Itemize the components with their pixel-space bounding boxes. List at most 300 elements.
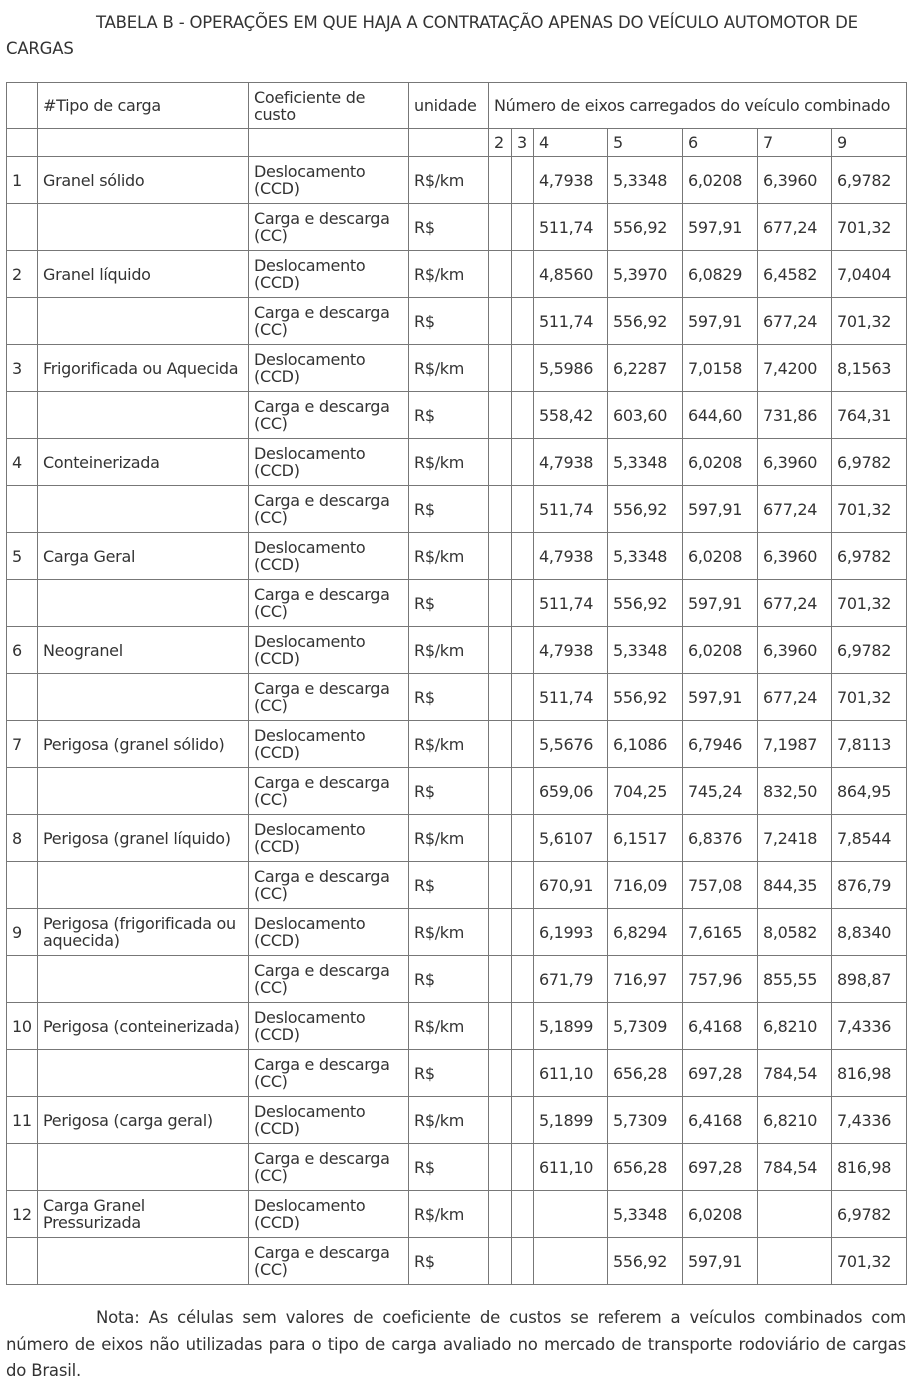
cargo-type-cell	[38, 392, 249, 439]
value-cell: 556,92	[608, 204, 683, 251]
value-cell: 6,8294	[608, 909, 683, 956]
row-number-cell	[7, 298, 38, 345]
cargo-type-cell: Carga Geral	[38, 533, 249, 580]
value-cell	[512, 345, 534, 392]
value-cell: 677,24	[758, 580, 832, 627]
value-cell	[512, 1003, 534, 1050]
row-number-cell	[7, 674, 38, 721]
header-row-axles	[7, 129, 907, 157]
unit-cell: R$	[409, 486, 489, 533]
value-cell: 6,8210	[758, 1097, 832, 1144]
value-cell: 603,60	[608, 392, 683, 439]
value-cell: 6,0208	[683, 533, 758, 580]
value-cell	[512, 439, 534, 486]
value-cell	[489, 674, 512, 721]
value-cell: 701,32	[832, 486, 907, 533]
row-number-cell	[7, 768, 38, 815]
value-cell	[512, 486, 534, 533]
coefficient-cell: Carga e descarga (CC)	[249, 204, 409, 251]
value-cell	[512, 1191, 534, 1238]
coefficient-cell: Deslocamento (CCD)	[249, 439, 409, 486]
footnote-text: Nota: As células sem valores de coeficiente de custos se referem a veículos combinados com número de eixos não utilizadas para o tipo de carga avaliado no mercado de transporte rodoviário de cargas do Brasil.	[6, 1308, 906, 1380]
row-number-cell	[7, 862, 38, 909]
value-cell	[489, 1144, 512, 1191]
row-number-cell: 12	[7, 1191, 38, 1238]
coefficient-cell: Deslocamento (CCD)	[249, 1097, 409, 1144]
table-row	[7, 157, 907, 204]
value-cell: 656,28	[608, 1050, 683, 1097]
value-cell: 611,10	[534, 1144, 608, 1191]
value-cell: 597,91	[683, 580, 758, 627]
axle-header-4: 4	[534, 129, 608, 157]
value-cell: 784,54	[758, 1050, 832, 1097]
value-cell: 6,8376	[683, 815, 758, 862]
table-row	[7, 909, 907, 956]
unit-cell: R$/km	[409, 909, 489, 956]
value-cell: 704,25	[608, 768, 683, 815]
value-cell	[489, 298, 512, 345]
value-cell	[489, 1050, 512, 1097]
header-blank-cell	[38, 129, 249, 157]
value-cell	[489, 627, 512, 674]
value-cell: 701,32	[832, 674, 907, 721]
value-cell: 855,55	[758, 956, 832, 1003]
unit-cell: R$/km	[409, 1191, 489, 1238]
value-cell	[489, 533, 512, 580]
value-cell: 7,0404	[832, 251, 907, 298]
table-row	[7, 862, 907, 909]
axle-header-2: 2	[489, 129, 512, 157]
value-cell: 4,7938	[534, 157, 608, 204]
value-cell: 4,7938	[534, 439, 608, 486]
header-blank-cell	[7, 129, 38, 157]
value-cell: 511,74	[534, 486, 608, 533]
unit-cell: R$/km	[409, 251, 489, 298]
table-title	[6, 10, 906, 62]
cargo-type-cell	[38, 862, 249, 909]
value-cell: 731,86	[758, 392, 832, 439]
cargo-type-cell: Neogranel	[38, 627, 249, 674]
value-cell: 5,7309	[608, 1003, 683, 1050]
table-row	[7, 486, 907, 533]
value-cell: 556,92	[608, 1238, 683, 1285]
coefficient-cell: Carga e descarga (CC)	[249, 392, 409, 439]
row-number-cell	[7, 1144, 38, 1191]
value-cell: 6,2287	[608, 345, 683, 392]
unit-cell: R$/km	[409, 627, 489, 674]
value-cell: 644,60	[683, 392, 758, 439]
value-cell: 757,96	[683, 956, 758, 1003]
unit-cell: R$	[409, 768, 489, 815]
value-cell: 558,42	[534, 392, 608, 439]
value-cell	[512, 1050, 534, 1097]
coefficient-cell: Deslocamento (CCD)	[249, 251, 409, 298]
unit-cell: R$	[409, 1144, 489, 1191]
value-cell: 5,3348	[608, 627, 683, 674]
unit-cell: R$/km	[409, 345, 489, 392]
value-cell: 5,3348	[608, 1191, 683, 1238]
table-row	[7, 204, 907, 251]
value-cell	[758, 1238, 832, 1285]
value-cell: 511,74	[534, 298, 608, 345]
value-cell: 6,0208	[683, 627, 758, 674]
coefficient-cell: Deslocamento (CCD)	[249, 1003, 409, 1050]
row-number-cell	[7, 486, 38, 533]
row-number-cell	[7, 1050, 38, 1097]
table-row	[7, 251, 907, 298]
value-cell	[512, 627, 534, 674]
cargo-type-cell: Carga Granel Pressurizada	[38, 1191, 249, 1238]
cargo-type-cell	[38, 768, 249, 815]
value-cell	[512, 298, 534, 345]
value-cell: 556,92	[608, 298, 683, 345]
value-cell: 7,8544	[832, 815, 907, 862]
value-cell: 701,32	[832, 204, 907, 251]
header-tipo-carga: #Tipo de carga	[38, 83, 249, 129]
value-cell: 816,98	[832, 1050, 907, 1097]
value-cell: 597,91	[683, 674, 758, 721]
value-cell	[512, 1144, 534, 1191]
axle-header-5: 5	[608, 129, 683, 157]
row-number-cell: 11	[7, 1097, 38, 1144]
unit-cell: R$/km	[409, 815, 489, 862]
table-title-text: TABELA B - OPERAÇÕES EM QUE HAJA A CONTRATAÇÃO APENAS DO VEÍCULO AUTOMOTOR DE CARGAS	[6, 13, 858, 58]
coefficient-cell: Deslocamento (CCD)	[249, 909, 409, 956]
table-row	[7, 1238, 907, 1285]
value-cell: 7,4336	[832, 1097, 907, 1144]
value-cell: 6,9782	[832, 533, 907, 580]
row-number-cell: 1	[7, 157, 38, 204]
value-cell: 7,0158	[683, 345, 758, 392]
value-cell	[512, 204, 534, 251]
coefficient-cell: Deslocamento (CCD)	[249, 533, 409, 580]
coefficient-cell: Carga e descarga (CC)	[249, 1144, 409, 1191]
value-cell	[512, 768, 534, 815]
header-unidade: unidade	[409, 83, 489, 129]
value-cell: 677,24	[758, 204, 832, 251]
value-cell: 8,1563	[832, 345, 907, 392]
value-cell: 5,5986	[534, 345, 608, 392]
value-cell: 5,3970	[608, 251, 683, 298]
value-cell	[489, 486, 512, 533]
freight-cost-table	[6, 82, 907, 1285]
value-cell: 6,1086	[608, 721, 683, 768]
unit-cell: R$	[409, 298, 489, 345]
coefficient-cell: Deslocamento (CCD)	[249, 721, 409, 768]
row-number-cell	[7, 580, 38, 627]
value-cell: 832,50	[758, 768, 832, 815]
value-cell	[534, 1238, 608, 1285]
coefficient-cell: Carga e descarga (CC)	[249, 486, 409, 533]
cargo-type-cell	[38, 1144, 249, 1191]
value-cell: 597,91	[683, 1238, 758, 1285]
value-cell: 556,92	[608, 674, 683, 721]
value-cell: 556,92	[608, 580, 683, 627]
value-cell: 6,3960	[758, 627, 832, 674]
unit-cell: R$/km	[409, 1003, 489, 1050]
value-cell: 511,74	[534, 674, 608, 721]
value-cell: 5,3348	[608, 439, 683, 486]
value-cell	[489, 1238, 512, 1285]
value-cell: 6,9782	[832, 439, 907, 486]
cargo-type-cell: Perigosa (carga geral)	[38, 1097, 249, 1144]
value-cell: 677,24	[758, 298, 832, 345]
cargo-type-cell: Perigosa (granel líquido)	[38, 815, 249, 862]
value-cell: 864,95	[832, 768, 907, 815]
row-number-cell	[7, 1238, 38, 1285]
value-cell	[489, 580, 512, 627]
value-cell: 784,54	[758, 1144, 832, 1191]
row-number-cell: 8	[7, 815, 38, 862]
cargo-type-cell: Conteinerizada	[38, 439, 249, 486]
table-row	[7, 721, 907, 768]
value-cell: 876,79	[832, 862, 907, 909]
cargo-type-cell: Perigosa (granel sólido)	[38, 721, 249, 768]
unit-cell: R$/km	[409, 1097, 489, 1144]
footnote	[6, 1305, 906, 1385]
row-number-cell: 5	[7, 533, 38, 580]
table-row	[7, 627, 907, 674]
table-row	[7, 768, 907, 815]
value-cell	[512, 956, 534, 1003]
row-number-cell: 10	[7, 1003, 38, 1050]
unit-cell: R$/km	[409, 439, 489, 486]
value-cell: 7,6165	[683, 909, 758, 956]
value-cell: 6,0829	[683, 251, 758, 298]
row-number-cell: 2	[7, 251, 38, 298]
table-row	[7, 298, 907, 345]
value-cell: 6,4168	[683, 1097, 758, 1144]
table-row	[7, 439, 907, 486]
unit-cell: R$	[409, 1238, 489, 1285]
value-cell: 511,74	[534, 580, 608, 627]
value-cell	[489, 157, 512, 204]
table-row	[7, 580, 907, 627]
coefficient-cell: Deslocamento (CCD)	[249, 157, 409, 204]
value-cell	[512, 392, 534, 439]
value-cell: 7,2418	[758, 815, 832, 862]
coefficient-cell: Deslocamento (CCD)	[249, 1191, 409, 1238]
cargo-type-cell	[38, 298, 249, 345]
value-cell: 511,74	[534, 204, 608, 251]
value-cell: 4,8560	[534, 251, 608, 298]
value-cell	[489, 251, 512, 298]
value-cell: 677,24	[758, 674, 832, 721]
coefficient-cell: Carga e descarga (CC)	[249, 674, 409, 721]
table-row	[7, 345, 907, 392]
table-row	[7, 1097, 907, 1144]
value-cell: 7,4336	[832, 1003, 907, 1050]
value-cell: 597,91	[683, 204, 758, 251]
value-cell	[512, 251, 534, 298]
value-cell: 701,32	[832, 580, 907, 627]
axle-header-7: 7	[758, 129, 832, 157]
value-cell: 5,3348	[608, 157, 683, 204]
value-cell: 597,91	[683, 298, 758, 345]
value-cell	[489, 815, 512, 862]
table-row	[7, 392, 907, 439]
coefficient-cell: Carga e descarga (CC)	[249, 768, 409, 815]
unit-cell: R$/km	[409, 533, 489, 580]
value-cell	[489, 439, 512, 486]
value-cell: 597,91	[683, 486, 758, 533]
value-cell: 6,1993	[534, 909, 608, 956]
value-cell: 6,0208	[683, 439, 758, 486]
value-cell: 697,28	[683, 1144, 758, 1191]
row-number-cell	[7, 204, 38, 251]
cargo-type-cell: Granel sólido	[38, 157, 249, 204]
value-cell: 656,28	[608, 1144, 683, 1191]
coefficient-cell: Carga e descarga (CC)	[249, 862, 409, 909]
value-cell	[512, 862, 534, 909]
cargo-type-cell	[38, 1050, 249, 1097]
value-cell	[512, 674, 534, 721]
cargo-type-cell: Frigorificada ou Aquecida	[38, 345, 249, 392]
value-cell: 697,28	[683, 1050, 758, 1097]
value-cell: 5,3348	[608, 533, 683, 580]
table-row	[7, 1003, 907, 1050]
value-cell	[512, 1097, 534, 1144]
value-cell: 816,98	[832, 1144, 907, 1191]
value-cell: 745,24	[683, 768, 758, 815]
table-row	[7, 674, 907, 721]
table-row	[7, 1191, 907, 1238]
cargo-type-cell	[38, 204, 249, 251]
cargo-type-cell: Perigosa (conteinerizada)	[38, 1003, 249, 1050]
value-cell: 6,0208	[683, 1191, 758, 1238]
value-cell	[489, 1003, 512, 1050]
axle-header-6: 6	[683, 129, 758, 157]
unit-cell: R$/km	[409, 721, 489, 768]
cargo-type-cell: Perigosa (frigorificada ou aquecida)	[38, 909, 249, 956]
value-cell: 5,7309	[608, 1097, 683, 1144]
value-cell: 6,3960	[758, 533, 832, 580]
cargo-type-cell: Granel líquido	[38, 251, 249, 298]
coefficient-cell: Carga e descarga (CC)	[249, 298, 409, 345]
axle-header-3: 3	[512, 129, 534, 157]
value-cell: 6,8210	[758, 1003, 832, 1050]
value-cell	[534, 1191, 608, 1238]
cargo-type-cell	[38, 674, 249, 721]
unit-cell: R$	[409, 862, 489, 909]
coefficient-cell: Deslocamento (CCD)	[249, 815, 409, 862]
unit-cell: R$	[409, 1050, 489, 1097]
value-cell: 6,1517	[608, 815, 683, 862]
cargo-type-cell	[38, 486, 249, 533]
cargo-type-cell	[38, 956, 249, 1003]
table-row	[7, 1144, 907, 1191]
value-cell: 659,06	[534, 768, 608, 815]
coefficient-cell: Carga e descarga (CC)	[249, 1050, 409, 1097]
value-cell: 8,0582	[758, 909, 832, 956]
value-cell: 6,4582	[758, 251, 832, 298]
unit-cell: R$	[409, 204, 489, 251]
cargo-type-cell	[38, 580, 249, 627]
value-cell	[489, 1097, 512, 1144]
value-cell	[489, 909, 512, 956]
row-number-cell	[7, 392, 38, 439]
value-cell: 6,7946	[683, 721, 758, 768]
value-cell	[758, 1191, 832, 1238]
value-cell: 556,92	[608, 486, 683, 533]
value-cell: 7,4200	[758, 345, 832, 392]
value-cell: 6,9782	[832, 627, 907, 674]
table-row	[7, 533, 907, 580]
unit-cell: R$	[409, 674, 489, 721]
value-cell	[489, 721, 512, 768]
coefficient-cell: Carga e descarga (CC)	[249, 1238, 409, 1285]
value-cell: 757,08	[683, 862, 758, 909]
value-cell	[489, 1191, 512, 1238]
coefficient-cell: Deslocamento (CCD)	[249, 345, 409, 392]
row-number-cell: 3	[7, 345, 38, 392]
cargo-type-cell	[38, 1238, 249, 1285]
row-number-cell: 7	[7, 721, 38, 768]
value-cell: 716,09	[608, 862, 683, 909]
unit-cell: R$/km	[409, 157, 489, 204]
value-cell: 6,0208	[683, 157, 758, 204]
value-cell: 6,3960	[758, 439, 832, 486]
value-cell	[512, 1238, 534, 1285]
coefficient-cell: Carga e descarga (CC)	[249, 956, 409, 1003]
value-cell	[512, 533, 534, 580]
value-cell: 6,3960	[758, 157, 832, 204]
row-number-cell: 4	[7, 439, 38, 486]
value-cell: 5,6107	[534, 815, 608, 862]
value-cell: 5,5676	[534, 721, 608, 768]
value-cell: 764,31	[832, 392, 907, 439]
value-cell: 5,1899	[534, 1097, 608, 1144]
value-cell: 671,79	[534, 956, 608, 1003]
value-cell	[489, 345, 512, 392]
value-cell: 4,7938	[534, 627, 608, 674]
value-cell: 7,1987	[758, 721, 832, 768]
value-cell: 4,7938	[534, 533, 608, 580]
value-cell: 7,8113	[832, 721, 907, 768]
table-row	[7, 956, 907, 1003]
header-blank-cell	[249, 129, 409, 157]
value-cell	[489, 862, 512, 909]
table-row	[7, 815, 907, 862]
value-cell: 6,9782	[832, 157, 907, 204]
value-cell: 844,35	[758, 862, 832, 909]
header-eixos: Número de eixos carregados do veículo combinado	[489, 83, 907, 129]
table-body	[7, 157, 907, 1285]
header-row-main	[7, 83, 907, 129]
value-cell: 701,32	[832, 1238, 907, 1285]
value-cell: 6,9782	[832, 1191, 907, 1238]
value-cell	[512, 815, 534, 862]
unit-cell: R$	[409, 392, 489, 439]
value-cell: 8,8340	[832, 909, 907, 956]
value-cell: 716,97	[608, 956, 683, 1003]
value-cell: 5,1899	[534, 1003, 608, 1050]
axle-header-9: 9	[832, 129, 907, 157]
row-number-cell: 9	[7, 909, 38, 956]
value-cell	[489, 768, 512, 815]
value-cell: 6,4168	[683, 1003, 758, 1050]
value-cell	[512, 909, 534, 956]
table-row	[7, 1050, 907, 1097]
header-blank-cell	[409, 129, 489, 157]
value-cell: 701,32	[832, 298, 907, 345]
row-number-cell	[7, 956, 38, 1003]
value-cell	[489, 392, 512, 439]
value-cell	[489, 204, 512, 251]
coefficient-cell: Carga e descarga (CC)	[249, 580, 409, 627]
value-cell	[512, 157, 534, 204]
value-cell: 611,10	[534, 1050, 608, 1097]
